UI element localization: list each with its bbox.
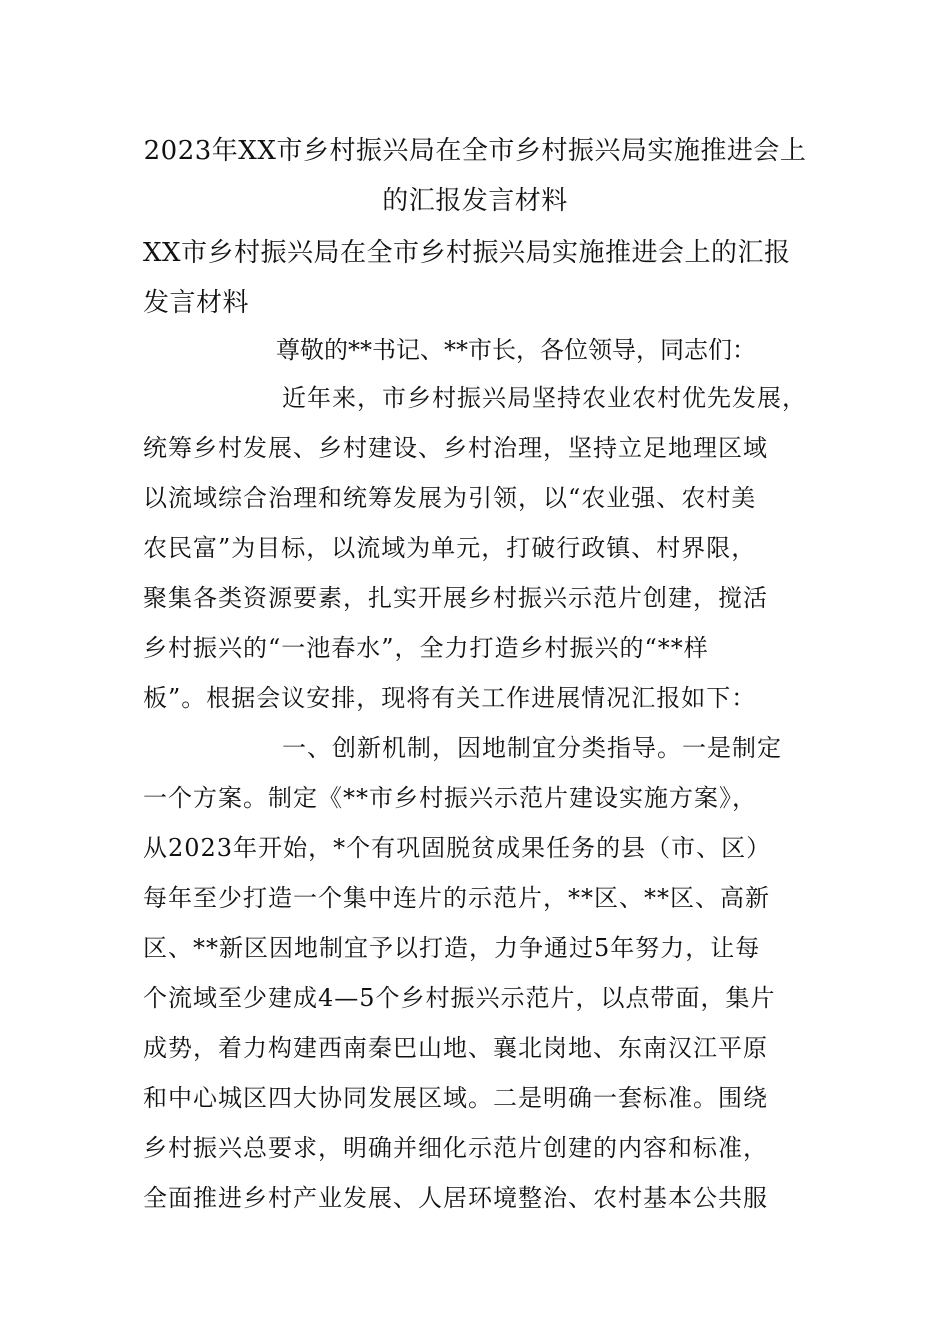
paragraph-line: 从2023年开始，*个有巩固脱贫成果任务的县（市、区）	[143, 834, 772, 862]
paragraph-line: 一、创新机制，因地制宜分类指导。一是制定	[282, 734, 782, 762]
paragraph-line: 聚集各类资源要素，扎实开展乡村振兴示范片创建，搅活	[143, 584, 768, 612]
paragraph-line: 一个方案。制定《**市乡村振兴示范片建设实施方案》，	[143, 784, 757, 812]
paragraph-line: 全面推进乡村产业发展、人居环境整治、农村基本公共服	[143, 1184, 768, 1212]
paragraph-line: 成势，着力构建西南秦巴山地、襄北岗地、东南汉江平原	[143, 1034, 768, 1062]
paragraph-line: 板”。根据会议安排，现将有关工作进展情况汇报如下：	[143, 684, 757, 712]
document-title-line-1: 2023年XX市乡村振兴局在全市乡村振兴局实施推进会上	[143, 136, 807, 166]
paragraph-line: 以流域综合治理和统筹发展为引领，以“农业强、农村美	[143, 484, 757, 512]
paragraph-line: 乡村振兴总要求，明确并细化示范片创建的内容和标准，	[143, 1134, 768, 1162]
paragraph-line: 每年至少打造一个集中连片的示范片，**区、**区、高新	[143, 884, 770, 912]
paragraph-line: 近年来，市乡村振兴局坚持农业农村优先发展，	[282, 384, 807, 412]
paragraph-line: 统筹乡村发展、乡村建设、乡村治理，坚持立足地理区域	[143, 434, 768, 462]
paragraph-line: 和中心城区四大协同发展区域。二是明确一套标准。围绕	[143, 1084, 768, 1112]
paragraph-line: 乡村振兴的“一池春水”，全力打造乡村振兴的“**样	[143, 634, 709, 662]
paragraph-line: 农民富”为目标，以流域为单元，打破行政镇、村界限，	[143, 534, 757, 562]
document-subtitle: XX市乡村振兴局在全市乡村振兴局实施推进会上的汇报发言材料	[143, 238, 791, 318]
paragraph-line: 个流域至少建成4—5个乡村振兴示范片，以点带面，集片	[143, 984, 776, 1012]
document-title-line-2: 的汇报发言材料	[382, 186, 568, 216]
salutation: 尊敬的**书记、**市长，各位领导，同志们：	[276, 336, 756, 364]
paragraph-line: 区、**新区因地制宜予以打造，力争通过5年努力，让每	[143, 934, 761, 962]
